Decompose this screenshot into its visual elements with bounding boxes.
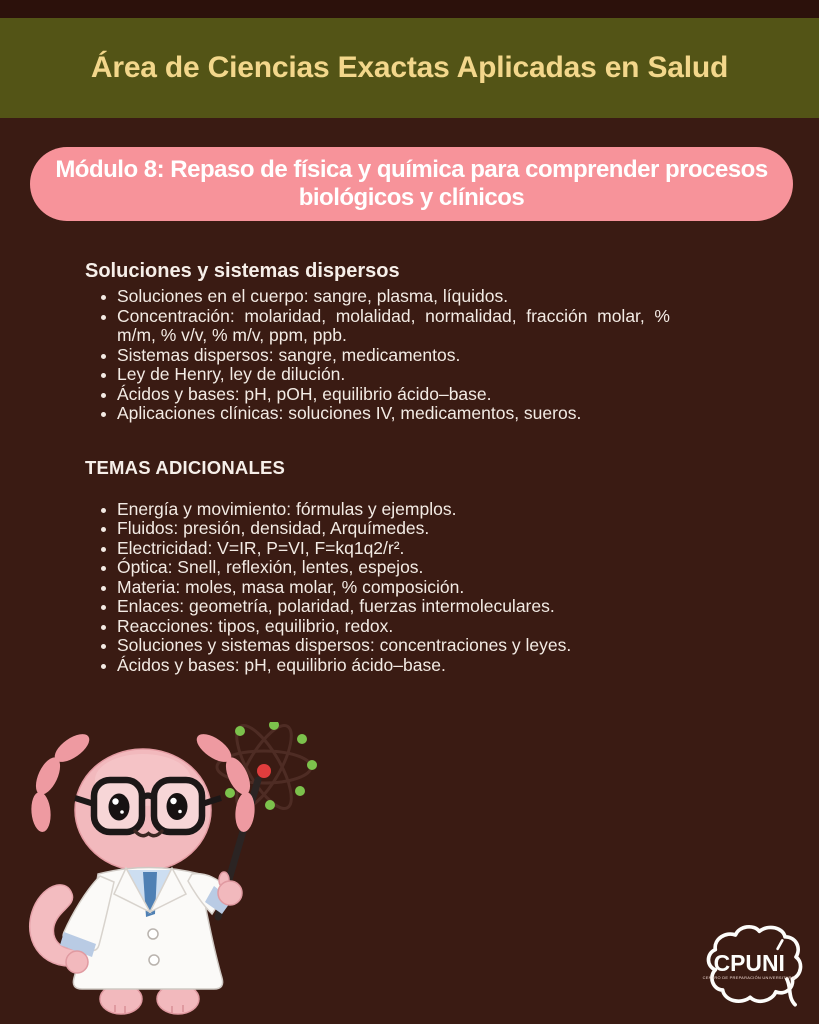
module-banner-text: Módulo 8: Repaso de física y química para comprender procesos biológicos y clínicos (55, 156, 768, 211)
section-heading-soluciones: Soluciones y sistemas dispersos (85, 260, 400, 282)
content-area (85, 260, 685, 675)
list-item: Sistemas dispersos: sangre, medicamentos. (117, 346, 670, 366)
cpuni-brain-logo (697, 924, 807, 1012)
soluciones-list (85, 287, 670, 424)
list-item: Materia: moles, masa molar, % composición. (117, 578, 670, 598)
list-item: Ley de Henry, ley de dilución. (117, 365, 670, 385)
list-item: Enlaces: geometría, polaridad, fuerzas intermoleculares. (117, 597, 670, 617)
list-item: Óptica: Snell, reflexión, lentes, espejos. (117, 558, 670, 578)
axolotl-scientist-icon (8, 722, 338, 1024)
list-item: Soluciones en el cuerpo: sangre, plasma, líquidos. (117, 287, 670, 307)
logo-tagline: CENTRO DE PREPARACIÓN UNIVERSITARIA (702, 975, 796, 980)
list-item: Ácidos y bases: pH, equilibrio ácido–base. (117, 656, 670, 676)
list-item: Concentración: molaridad, molalidad, normalidad, fracción molar, % m/m, % v/v, % m/v, ppm, ppb. (117, 305, 670, 345)
list-item: Ácidos y bases: pH, pOH, equilibrio ácido–base. (117, 385, 670, 405)
logo-wordmark: CPUNI (713, 949, 785, 976)
page-title: Área de Ciencias Exactas Aplicadas en Salud (90, 51, 729, 84)
list-item: Reacciones: tipos, equilibrio, redox. (117, 617, 670, 637)
list-item: Aplicaciones clínicas: soluciones IV, medicamentos, sueros. (117, 404, 670, 424)
module-banner (30, 147, 793, 221)
section-heading-temas-adicionales: TEMAS ADICIONALES (85, 456, 286, 478)
list-item: Fluidos: presión, densidad, Arquímedes. (117, 519, 670, 539)
top-strip (0, 0, 819, 18)
temas-adicionales-list (85, 500, 670, 676)
list-item: Electricidad: V=IR, P=VI, F=kq1q2/r². (117, 539, 670, 559)
list-item: Energía y movimiento: fórmulas y ejemplos. (117, 500, 670, 520)
header-band (0, 18, 819, 118)
list-item: Soluciones y sistemas dispersos: concentraciones y leyes. (117, 636, 670, 656)
